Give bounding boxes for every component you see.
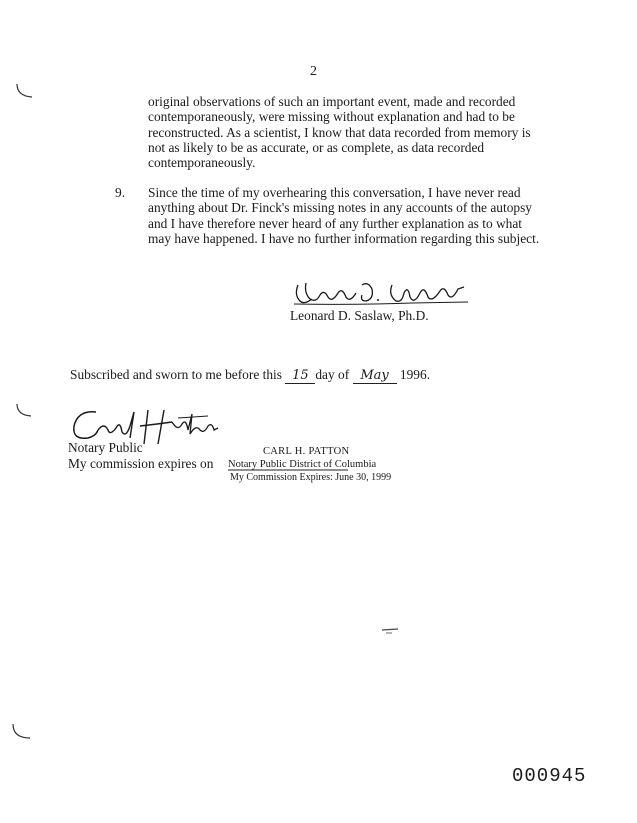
paragraph-line: original observations of such an important event, made and recorded (148, 94, 516, 109)
jurat-day-word: day of (315, 367, 350, 382)
scan-mark-icon (14, 82, 36, 102)
item-9-paragraph (148, 185, 568, 246)
notary-title: Notary Public (68, 440, 143, 455)
saslaw-signature (292, 275, 472, 309)
jurat-month: May (353, 368, 397, 384)
paragraph-line: reconstructed. As a scientist, I know that data recorded from memory is (148, 124, 531, 140)
signer-name: Leonard D. Saslaw, Ph.D. (290, 308, 429, 323)
paragraph-line: Since the time of my overhearing this conversation, I have never read (148, 185, 521, 200)
scan-smudge-icon (378, 624, 402, 636)
paragraph-line: anything about Dr. Finck's missing notes in any accounts of the autopsy (148, 200, 532, 216)
jurat-year: 1996. (399, 367, 431, 382)
page-number: 2 (310, 64, 317, 79)
paragraph-line: and I have therefore never heard of any further explanation as to what (148, 215, 523, 231)
document-number: 000945 (512, 765, 587, 787)
stamp-expiry: My Commission Expires: June 30, 1999 (230, 472, 392, 483)
paragraph-line: contemporaneously. (148, 155, 256, 171)
stamp-name: CARL H. PATTON (263, 446, 350, 457)
paragraph-line: not as likely to be as accurate, or as complete, as data recorded (148, 139, 485, 155)
scan-mark-icon (14, 402, 36, 422)
jurat-day: 15 (285, 368, 315, 384)
stamp-district: Notary Public District of Columbia (228, 459, 377, 470)
item-number: 9. (115, 185, 126, 200)
stamp-underline (228, 469, 348, 472)
paragraph-line: contemporaneously, were missing without explanation and had to be (148, 109, 515, 125)
continued-paragraph (148, 94, 560, 170)
paragraph-line: may have happened. I have no further information regarding this subject. (148, 230, 540, 246)
commission-label: My commission expires on (68, 456, 214, 471)
jurat-prefix: Subscribed and sworn to me before this (70, 367, 282, 382)
scan-mark-icon (10, 722, 34, 744)
jurat-line (70, 367, 430, 384)
